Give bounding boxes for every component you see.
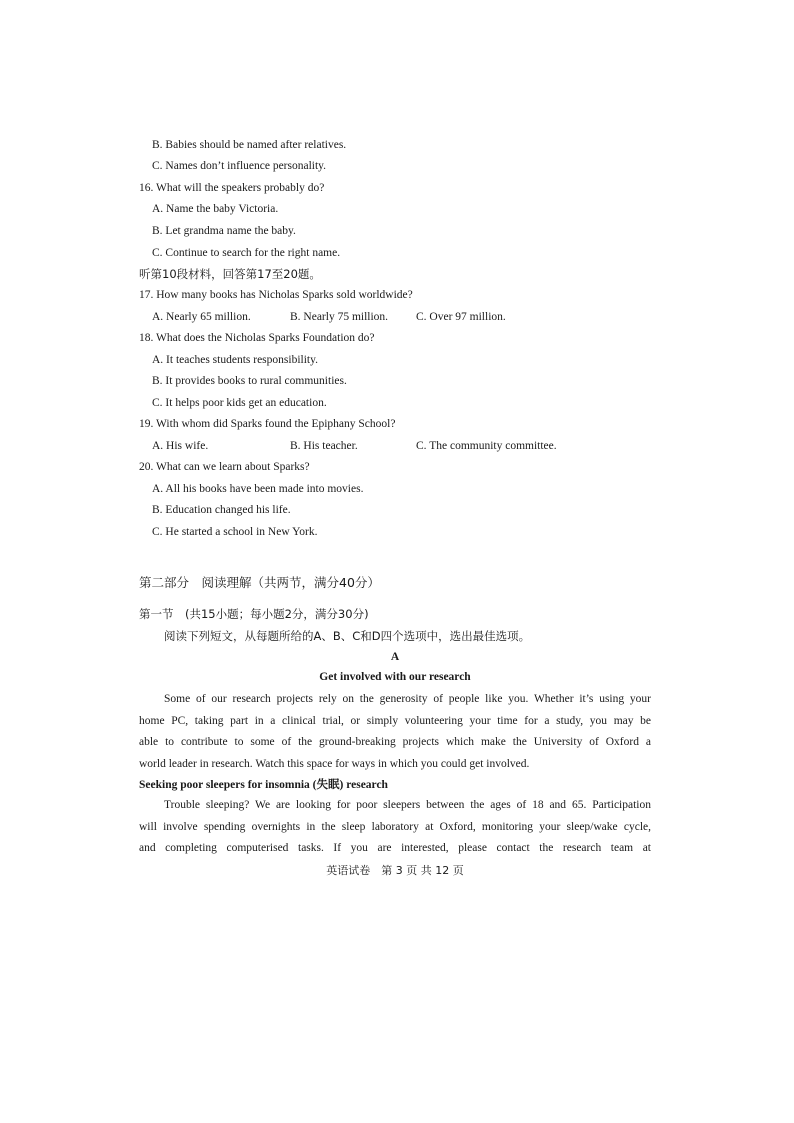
question-16: 16. What will the speakers probably do? [139,182,325,194]
question-17: 17. How many books has Nicholas Sparks sold worldwide? [139,289,413,301]
q20-option-c: C. He started a school in New York. [152,526,318,538]
question-18: 18. What does the Nicholas Sparks Foundation do? [139,332,375,344]
q15-option-c: C. Names don’t influence personality. [152,160,327,172]
paragraph-2-line: will involve spending overnights in the sleep laboratory at Oxford, monitoring your sleep/wake cycle, [139,820,651,833]
q20-option-a: A. All his books have been made into movies. [152,483,364,495]
q16-option-b: B. Let grandma name the baby. [152,225,296,237]
q17-option-c: C. Over 97 million. [416,311,506,323]
insomnia-subheading: Seeking poor sleepers for insomnia (失眠) research [139,779,388,791]
q17-option-a: A. Nearly 65 million. [152,311,251,323]
part-2-heading: 第二部分 阅读理解（共两节，满分40分） [139,575,380,590]
q19-option-a: A. His wife. [152,440,209,452]
question-20: 20. What can we learn about Sparks? [139,461,310,473]
q18-option-a: A. It teaches students responsibility. [152,354,318,366]
q17-option-b: B. Nearly 75 million. [290,311,389,323]
paragraph-1-line: Some of our research projects rely on the generosity of people like you. Whether it’s using your [164,693,651,705]
paragraph-1-line: able to contribute to some of the ground-breaking projects which make the University of Oxford a [139,736,651,749]
q19-option-b: B. His teacher. [290,440,358,452]
question-19: 19. With whom did Sparks found the Epiphany School? [139,418,396,430]
paragraph-2-line: and completing computerised tasks. If you are interested, please contact the research team at [139,842,651,855]
q15-option-b: B. Babies should be named after relatives. [152,139,347,151]
page-footer: 英语试卷 第 3 页 共 12 页 [326,864,464,877]
q16-option-c: C. Continue to search for the right name. [152,247,341,259]
q18-option-c: C. It helps poor kids get an education. [152,397,327,409]
q18-option-b: B. It provides books to rural communities. [152,375,347,387]
passage-label: A [390,651,400,663]
passage-title: Get involved with our research [319,671,471,683]
paragraph-1-line: home PC, taking part in a clinical trial, or simply volunteering your time for a study, you may be [139,714,651,727]
section-10-instruction: 听第10段材料，回答第17至20题。 [139,267,321,281]
paragraph-1-line: world leader in research. Watch this space for ways in which you could get involved. [139,757,530,770]
section-1-heading: 第一节 (共15小题；每小题2分，满分30分) [139,607,369,621]
passage-paragraph-2 [139,795,651,860]
q20-option-b: B. Education changed his life. [152,504,291,516]
reading-instructions: 阅读下列短文，从每题所给的A、B、C和D四个选项中，选出最佳选项。 [164,629,531,643]
passage-paragraph-1 [139,689,651,775]
paragraph-2-line: Trouble sleeping? We are looking for poor sleepers between the ages of 18 and 65. Participation [164,799,651,811]
q16-option-a: A. Name the baby Victoria. [152,203,279,215]
q19-option-c: C. The community committee. [416,440,557,452]
